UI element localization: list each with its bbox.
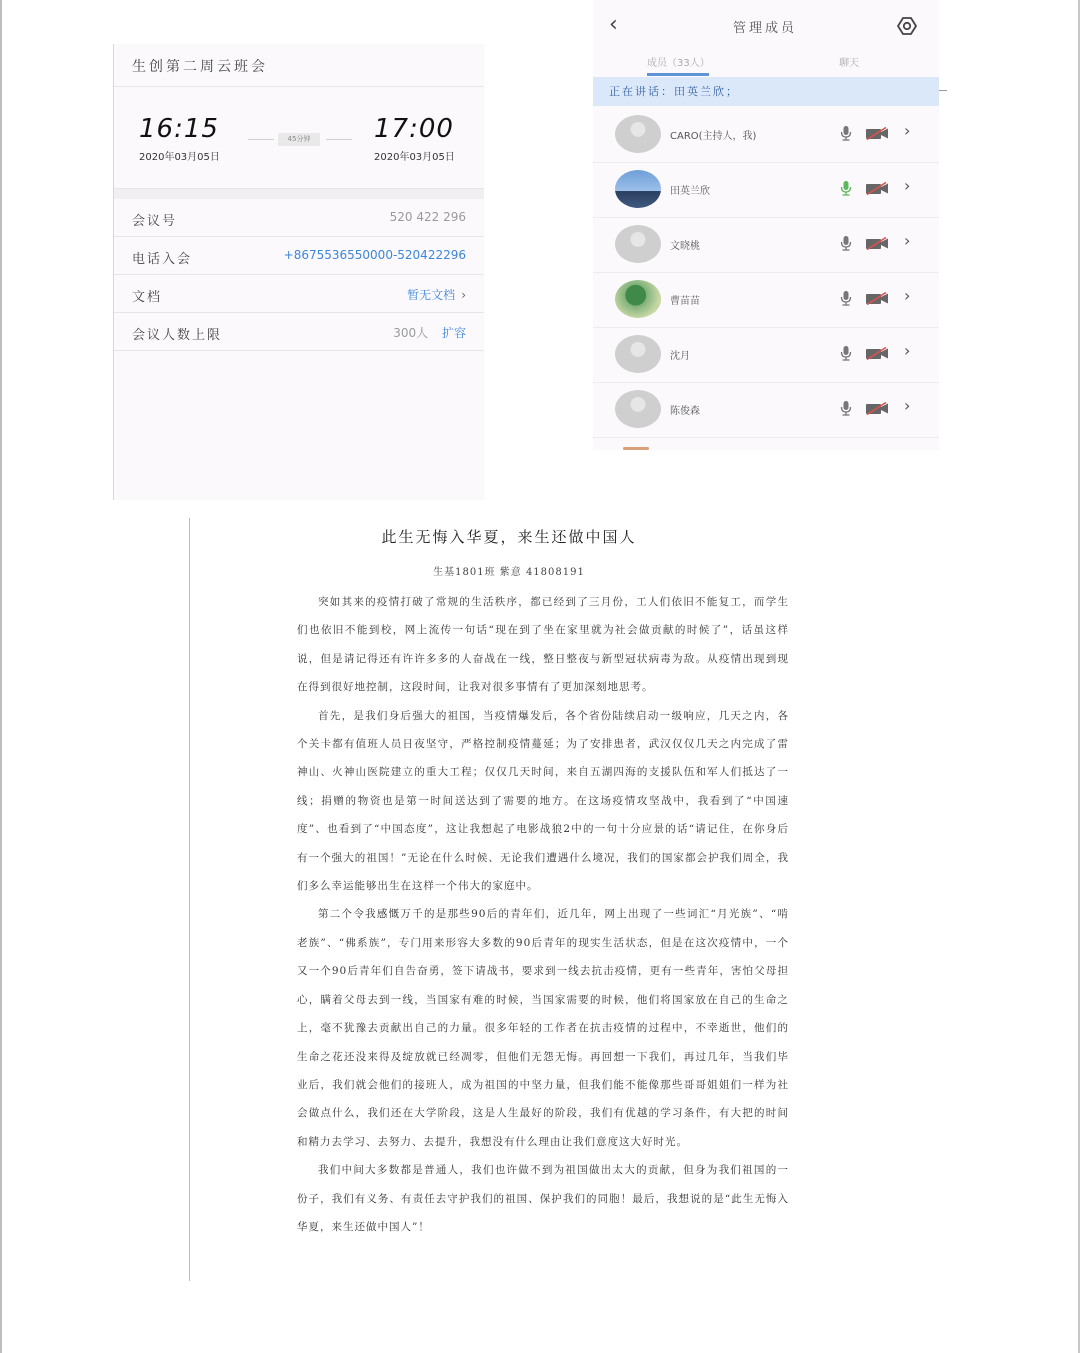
meeting-title: 生创第二周云班会 [132,59,268,75]
start-date: 2020年03月05日 [139,152,220,163]
dial-in-row[interactable] [114,237,484,275]
end-date: 2020年03月05日 [374,152,455,163]
end-time: 17:00 [374,114,454,144]
meeting-id-row [114,199,484,237]
essay-paragraph: 突如其来的疫情打破了常规的生活秩序，都已经到了三月份，工人们依旧不能复工，而学生们也依旧不能到校，网上流传一句话“现在到了坐在家里就为社会做贡献的时候了”，话虽这样说，但是请记得还有许许多多的人奋战在一线，整日整夜与新型冠状病毒为敌。从疫情出现到现在得到很好地控制，这段时间，让我对很多事情有了更加深刻地思考。 [297,596,789,694]
microphone-icon[interactable] [840,125,852,141]
documents-row[interactable] [114,275,484,313]
member-name: 曹苗苗 [670,296,700,307]
left-border [0,0,2,1353]
dial-in-number[interactable]: +8675536550000-520422296 [283,248,466,262]
microphone-icon[interactable] [840,180,852,196]
member-row[interactable] [593,107,939,163]
essay-paragraph: 我们中间大多数都是普通人，我们也许做不到为祖国做出太大的贡献，但身为我们祖国的一份子，我们有义务、有责任去守护我们的祖国、保护我们的同胞！最后，我想说的是“此生无悔入华夏，来生还做中国人”！ [297,1164,789,1233]
start-time-block [139,114,220,163]
member-row[interactable] [593,327,939,383]
chevron-right-icon[interactable]: › [904,341,911,360]
member-row[interactable] [593,382,939,438]
camera-off-icon[interactable] [865,292,889,305]
microphone-icon[interactable] [840,400,852,416]
member-name: 田英兰欣 [670,186,710,197]
essay-document [189,518,829,1281]
chevron-right-icon[interactable]: › [904,231,911,250]
member-name: 文晓桃 [670,241,700,252]
camera-off-icon[interactable] [865,127,889,140]
member-row[interactable] [593,272,939,328]
duration-line-right [326,139,352,140]
tab-members[interactable]: 成员（33人） [647,58,710,69]
avatar [615,280,661,318]
avatar [615,335,661,373]
section-gap [114,188,484,199]
page-margin-line [189,518,190,1281]
essay-paragraph: 首先，是我们身后强大的祖国，当疫情爆发后，各个省份陆续启动一级响应，几天之内，各个关卡都有值班人员日夜坚守，严格控制疫情蔓延；为了安排患者，武汉仅仅几天之内完成了雷神山、火神山医院建立的重大工程；仅仅几天时间，来自五湖四海的支援队伍和军人们抵达了一线；捐赠的物资也是第一时间送达到了需要的地方。在这场疫情攻坚战中，我看到了“中国速度”、也看到了“中国态度”，这让我想起了电影战狼2中的一句十分应景的话“请记住，在你身后有一个强大的祖国！”无论在什么时候、无论我们遭遇什么境况，我们的国家都会护我们周全，我们多么幸运能够出生在这样一个伟大的家庭中。 [297,709,789,893]
meeting-id-value: 520 422 296 [389,210,466,224]
duration-badge: 45分钟 [278,133,320,146]
essay-title: 此生无悔入华夏，来生还做中国人 [381,528,637,546]
microphone-icon[interactable] [840,345,852,361]
capacity-value: 300人 [393,326,429,340]
member-name: CARO(主持人，我) [670,131,757,142]
documents-value-wrap[interactable] [407,286,466,303]
meeting-id-label: 会议号 [132,214,178,229]
avatar [615,225,661,263]
avatar [615,170,661,208]
camera-off-icon[interactable] [865,402,889,415]
chevron-right-icon[interactable]: › [904,286,911,305]
avatar [615,390,661,428]
essay-paragraph: 第二个令我感慨万千的是那些90后的青年们，近几年，网上出现了一些词汇“月光族”、“啃老族”、“佛系族”，专门用来形容大多数的90后青年的现实生活状态，但是在这次疫情中，一个又一个90后青年们自告奋勇，签下请战书，要求到一线去抗击疫情，更有一些青年，害怕父母担心，瞒着父母去到一线，当国家有难的时候，当国家需要的时候，他们将国家放在自己的生命之上，毫不犹豫去贡献出自己的力量。很多年轻的工作者在抗击疫情的过程中，不幸逝世，他们的生命之花还没来得及绽放就已经凋零，但他们无怨无悔。再回想一下我们，再过几年，当我们毕业后，我们就会他们的接班人，成为祖国的中坚力量，但我们能不能像那些哥哥姐姐们一样为社会做点什么，我们还在大学阶段，这是人生最好的阶段，我们有优越的学习条件，有大把的时间和精力去学习、去努力、去提升，我想没有什么理由让我们意度这大好时光。 [297,908,789,1148]
microphone-icon[interactable] [840,290,852,306]
duration-line-left [248,139,274,140]
essay-byline: 生基1801班 紫意 41808191 [433,567,585,578]
panel-title: 管理成员 [733,21,798,36]
chevron-right-icon[interactable]: › [904,396,911,415]
meeting-info-panel [113,44,484,500]
avatar [615,115,661,153]
member-row[interactable] [593,217,939,273]
member-row[interactable] [593,162,939,218]
member-name: 沈月 [670,351,690,362]
expand-capacity-button[interactable]: 扩容 [441,326,466,340]
divider [939,90,947,91]
back-icon[interactable]: ‹ [609,12,618,37]
capacity-label: 会议人数上限 [132,328,223,343]
capacity-value-wrap [393,324,466,341]
microphone-icon[interactable] [840,235,852,251]
camera-off-icon[interactable] [865,182,889,195]
member-name: 陈俊森 [670,406,700,417]
dial-in-label: 电话入会 [132,252,193,267]
active-tab-indicator [647,73,709,76]
chevron-right-icon[interactable]: › [904,121,911,140]
camera-off-icon[interactable] [865,347,889,360]
chevron-right-icon[interactable]: › [904,176,911,195]
end-time-block [374,114,455,163]
chevron-right-icon: › [461,288,466,302]
speaking-banner: 正在讲话：田英兰欣； [593,77,939,106]
settings-gear-icon[interactable] [897,16,917,36]
documents-label: 文档 [132,290,163,305]
start-time: 16:15 [139,114,219,144]
essay-body [297,588,789,1241]
member-management-panel [593,0,939,450]
next-avatar-peek [623,447,649,450]
documents-value[interactable]: 暂无文档 [407,288,456,302]
camera-off-icon[interactable] [865,237,889,250]
divider [114,86,484,87]
tab-chat[interactable]: 聊天 [839,58,859,69]
capacity-row [114,313,484,351]
